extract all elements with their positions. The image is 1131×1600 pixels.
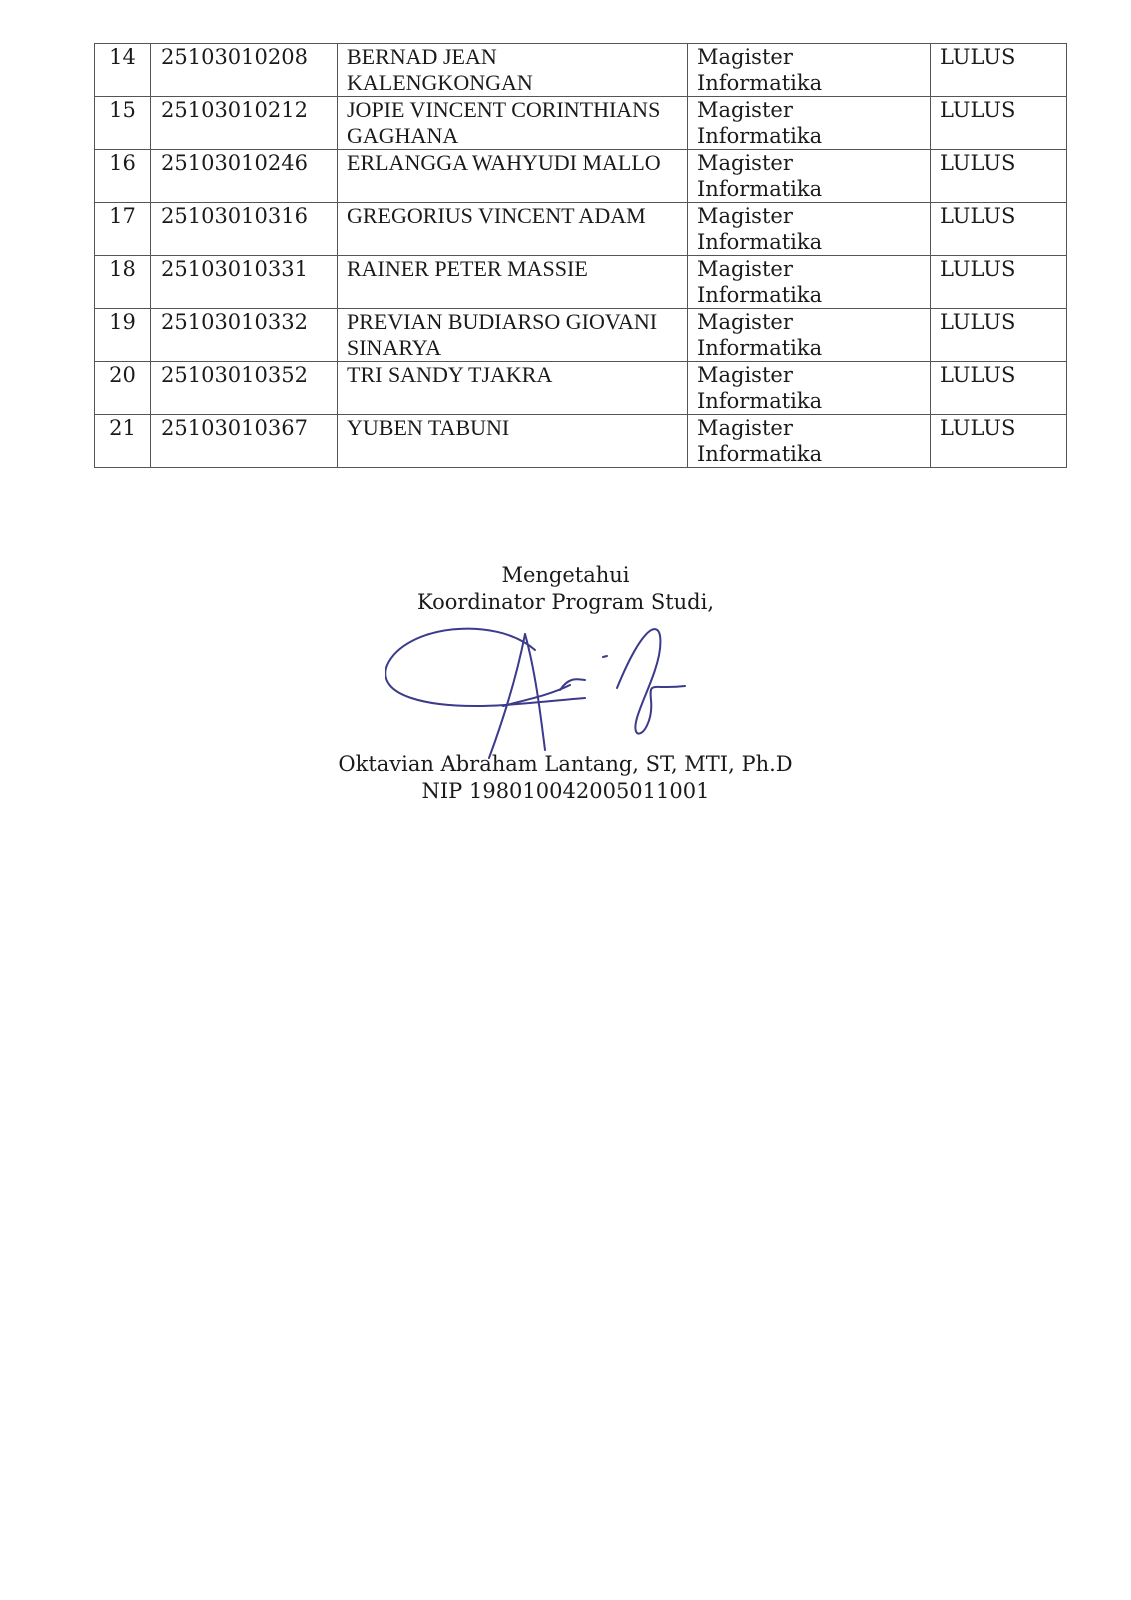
study-program-cell: Magister Informatika [688,203,931,256]
student-name-cell: PREVIAN BUDIARSO GIOVANI SINARYA [338,309,688,362]
status-cell: LULUS [931,415,1067,468]
signature-a-right-stroke [525,634,545,750]
student-id-cell: 25103010352 [151,362,338,415]
study-program-cell: Magister Informatika [688,150,931,203]
table-row [95,97,1067,150]
student-id-cell: 25103010316 [151,203,338,256]
graduation-results-table [94,43,1067,468]
table-row [95,415,1067,468]
status-cell: LULUS [931,97,1067,150]
student-name-cell: RAINER PETER MASSIE [338,256,688,309]
approval-role: Koordinator Program Studi, [416,590,715,614]
signatory-name: Oktavian Abraham Lantang, ST, MTI, Ph.D [338,752,793,776]
student-name-cell: BERNAD JEAN KALENGKONGAN [338,44,688,97]
status-cell: LULUS [931,309,1067,362]
status-cell: LULUS [931,256,1067,309]
signature-a-left-stroke [489,634,525,758]
table-row [95,203,1067,256]
status-cell: LULUS [931,44,1067,97]
student-name-cell: JOPIE VINCENT CORINTHIANS GAGHANA [338,97,688,150]
signature-f-stroke [617,629,685,733]
signatory-nip: NIP 198010042005011001 [421,779,710,803]
student-id-cell: 25103010246 [151,150,338,203]
status-cell: LULUS [931,150,1067,203]
row-number-cell: 19 [95,309,151,362]
student-name-cell: YUBEN TABUNI [338,415,688,468]
table-row [95,150,1067,203]
student-name-cell: GREGORIUS VINCENT ADAM [338,203,688,256]
study-program-cell: Magister Informatika [688,256,931,309]
signature-i-dot [603,656,607,657]
table-row [95,309,1067,362]
student-id-cell: 25103010331 [151,256,338,309]
table-body [95,44,1067,468]
row-number-cell: 16 [95,150,151,203]
study-program-cell: Magister Informatika [688,97,931,150]
study-program-cell: Magister Informatika [688,309,931,362]
table-row [95,256,1067,309]
approval-block-foot [0,751,1131,805]
study-program-cell: Magister Informatika [688,44,931,97]
table-row [95,44,1067,97]
row-number-cell: 18 [95,256,151,309]
student-id-cell: 25103010332 [151,309,338,362]
status-cell: LULUS [931,362,1067,415]
status-cell: LULUS [931,203,1067,256]
row-number-cell: 20 [95,362,151,415]
approval-heading: Mengetahui [501,563,630,587]
student-name-cell: ERLANGGA WAHYUDI MALLO [338,150,688,203]
student-name-cell: TRI SANDY TJAKRA [338,362,688,415]
student-id-cell: 25103010367 [151,415,338,468]
student-id-cell: 25103010208 [151,44,338,97]
row-number-cell: 14 [95,44,151,97]
row-number-cell: 21 [95,415,151,468]
row-number-cell: 17 [95,203,151,256]
row-number-cell: 15 [95,97,151,150]
study-program-cell: Magister Informatika [688,415,931,468]
study-program-cell: Magister Informatika [688,362,931,415]
student-id-cell: 25103010212 [151,97,338,150]
table-row [95,362,1067,415]
approval-block-head [0,562,1131,616]
signature-loop-stroke [385,629,585,706]
